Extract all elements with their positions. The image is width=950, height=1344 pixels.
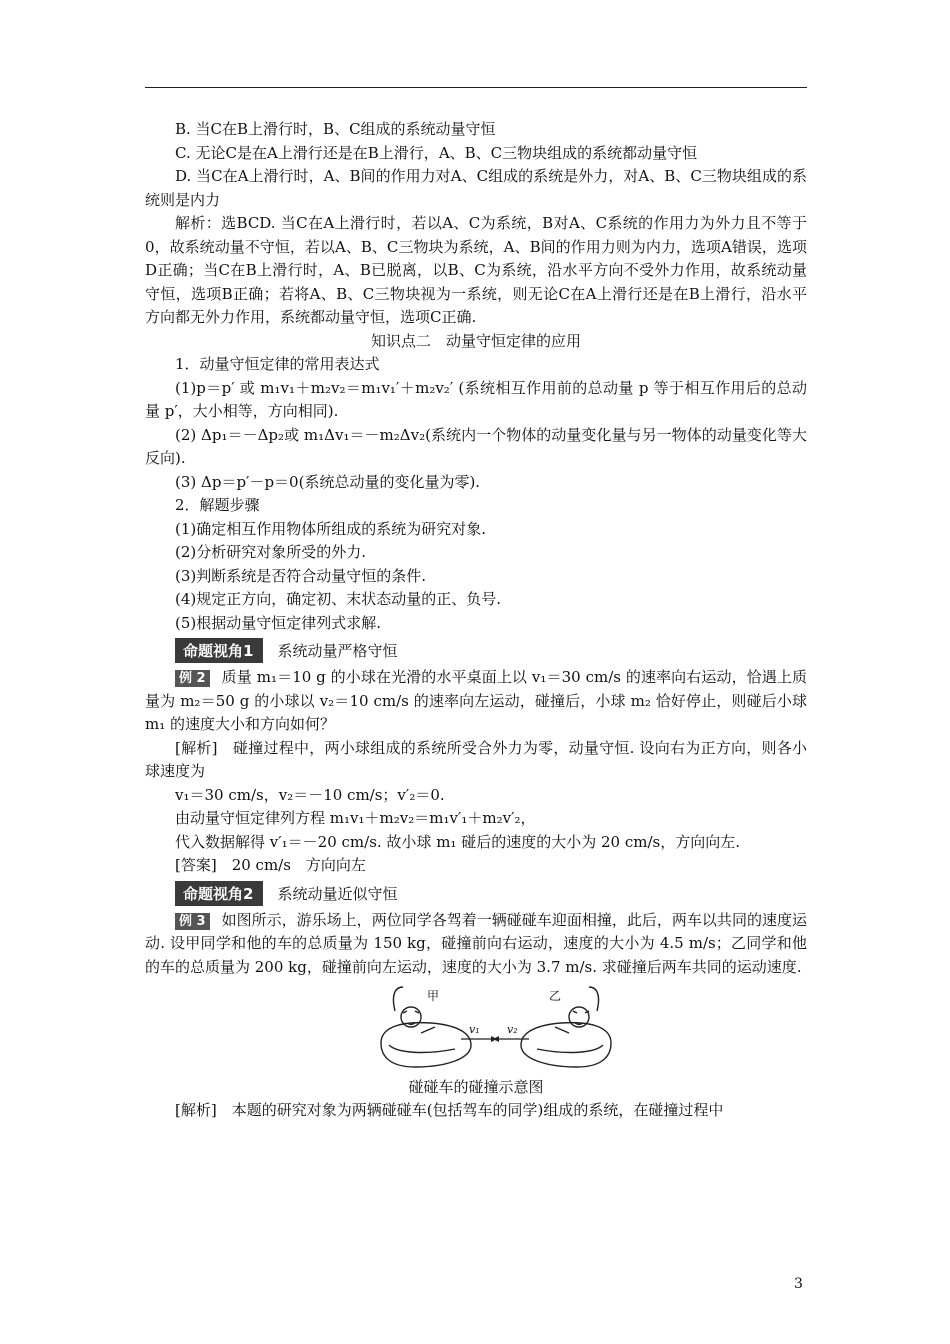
example-2-analysis: [解析] 碰撞过程中，两小球组成的系统所受合外力为零，动量守恒. 设向右为正方向，则各小球速度为: [145, 738, 807, 780]
section-tag-2: 命题视角2: [175, 881, 263, 906]
example-2-label: 例 2: [175, 670, 210, 687]
right-bumper-car: [521, 987, 611, 1067]
formula-1: (1)p＝p′ 或 m₁v₁＋m₂v₂＝m₁v₁′＋m₂v₂′ (系统相互作用前的总动量 p 等于相互作用后的总动量 p′，大小相等，方向相同).: [145, 378, 807, 420]
bumper-car-figure: [145, 983, 807, 1075]
header-rule: [145, 87, 807, 88]
section-title-2: 系统动量近似守恒: [277, 884, 398, 903]
page-content: [145, 118, 807, 1123]
section-title-1: 系统动量严格守恒: [277, 642, 398, 660]
page-number: 3: [794, 1276, 803, 1292]
example-2-equation: 由动量守恒定律列方程 m₁v₁＋m₂v₂＝m₁v′₁＋m₂v′₂，: [175, 809, 536, 827]
formula-3: (3) Δp＝p′－p＝0(系统总动量的变化量为零).: [175, 472, 481, 491]
example-2-answer: [答案] 20 cm/s 方向向左: [175, 856, 366, 874]
label-jia: 甲: [427, 989, 440, 1003]
v2-arrowhead: [493, 1036, 499, 1042]
example-3-question: [145, 909, 807, 980]
example-3-text: 如图所示，游乐场上，两位同学各驾着一辆碰碰车迎面相撞，此后，两车以共同的速度运动. 设甲同学和他的车的总质量为 150 kg，碰撞前向右运动，速度的大小为 4.5 m/s；乙同学和他的车的总质量为 200 kg，碰撞前向左运动，速度的大小为 3.7 m/s. 求碰撞后两车共同的运动速度.: [145, 910, 807, 976]
step-2: (2)分析研究对象所受的外力.: [175, 543, 367, 561]
example-2-text: 质量 m₁＝10 g 的小球在光滑的水平桌面上以 v₁＝30 cm/s 的速率向右运动，恰遇上质量为 m₂＝50 g 的小球以 v₂＝10 cm/s 的速率向左运动，碰撞后，小球 m₂ 恰好停止，则碰后小球 m₁ 的速度大小和方向如何？: [145, 668, 807, 733]
formula-2: (2) Δp₁＝－Δp₂或 m₁Δv₁＝－m₂Δv₂(系统内一个物体的动量变化量与另一物体的动量变化等大反向).: [145, 425, 807, 467]
option-b: B. 当C在B上滑行时，B、C组成的系统动量守恒: [175, 120, 496, 138]
figure-caption: 碰碰车的碰撞示意图: [408, 1078, 544, 1096]
left-bumper-car: [381, 987, 471, 1067]
option-d: D. 当C在A上滑行时，A、B间的作用力对A、C组成的系统是外力，对A、B、C三物块组成的系统则是内力: [145, 167, 807, 209]
label-yi: 乙: [549, 989, 562, 1003]
step-5: (5)根据动量守恒定律列式求解.: [175, 613, 382, 632]
label-v1: v₁: [469, 1023, 480, 1036]
example-2-solution: 代入数据解得 v′₁＝－20 cm/s. 故小球 m₁ 碰后的速度的大小为 20 cm/s，方向向左.: [175, 832, 740, 851]
section-heading: 知识点二 动量守恒定律的应用: [370, 331, 581, 350]
section-tag-row-2: [145, 880, 807, 907]
label-v2: v₂: [507, 1023, 518, 1036]
step-3: (3)判断系统是否符合动量守恒的条件.: [175, 566, 427, 585]
list-heading-1: 1．动量守恒定律的常用表达式: [175, 355, 380, 373]
step-4: (4)规定正方向，确定初、末状态动量的正、负号.: [175, 590, 502, 608]
example-2-velocities: v₁＝30 cm/s，v₂＝－10 cm/s；v′₂＝0.: [175, 785, 445, 804]
option-c: C. 无论C是在A上滑行还是在B上滑行，A、B、C三物块组成的系统都动量守恒: [175, 143, 698, 162]
example-3-analysis: [解析] 本题的研究对象为两辆碰碰车(包括驾车的同学)组成的系统，在碰撞过程中: [175, 1101, 724, 1119]
step-1: (1)确定相互作用物体所组成的系统为研究对象.: [175, 519, 487, 538]
example-3-label: 例 3: [175, 913, 210, 930]
list-heading-2: 2．解题步骤: [175, 496, 260, 514]
section-tag-row-1: [145, 637, 807, 664]
section-tag-1: 命题视角1: [175, 638, 263, 663]
analysis-paragraph: 解析：选BCD. 当C在A上滑行时，若以A、C为系统，B对A、C系统的作用力为外力且不等于0，故系统动量不守恒，若以A、B、C三物块为系统，A、B间的作用力则为内力，选项A错误，选项D正确；当C在B上滑行时，A、B已脱离，以B、C为系统，沿水平方向不受外力作用，故系统动量守恒，选项B正确；若将A、B、C三物块视为一系统，则无论C在A上滑行还是在B上滑行，沿水平方向都无外力作用，系统都动量守恒，选项C正确.: [145, 214, 807, 326]
example-2-question: [145, 666, 807, 737]
